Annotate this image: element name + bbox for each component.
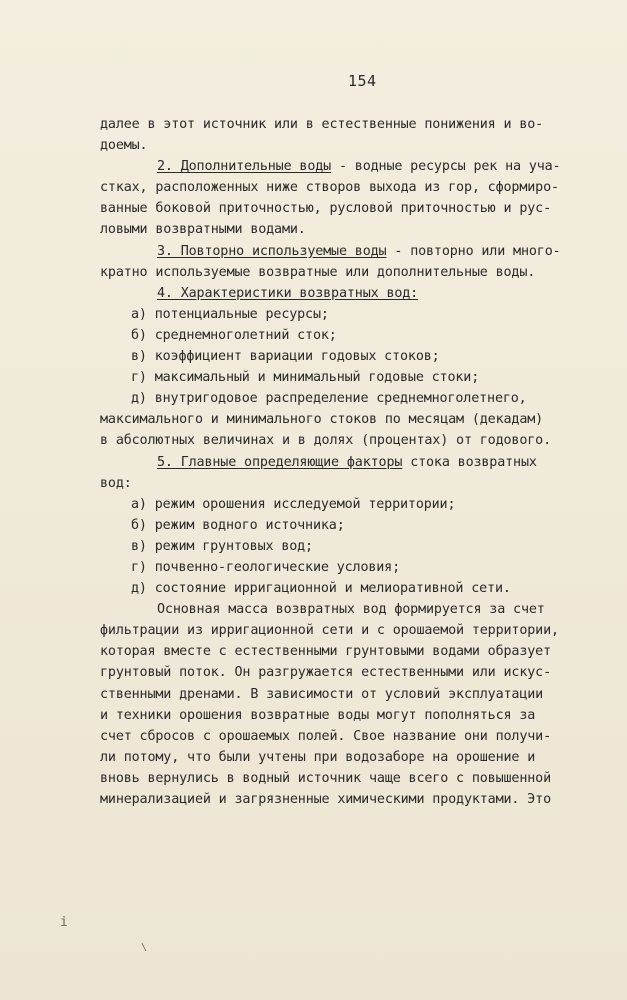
text-line	[0, 578, 627, 599]
text-run: вод:	[100, 475, 132, 491]
text-line	[0, 641, 627, 662]
text-line	[0, 684, 627, 705]
text-line	[0, 789, 627, 810]
text-run: которая вместе с естественными грунтовыми водами образует	[100, 644, 551, 660]
text-run: стках, расположенных ниже створов выхода из гор, сформиро-	[100, 180, 559, 196]
underlined-heading: 2. Дополнительные воды	[157, 159, 332, 175]
text-line	[0, 430, 627, 451]
text-run: ванные боковой приточностью, русловой приточностью и рус-	[100, 201, 551, 217]
text-run: в) режим грунтовых вод;	[131, 538, 313, 554]
text-run: фильтрации из ирригационной сети и с орошаемой территории,	[100, 623, 559, 639]
text-run: - водные ресурсы рек на уча-	[331, 159, 561, 175]
text-run: в) коэффициент вариации годовых стоков;	[131, 349, 440, 365]
text-line	[0, 114, 627, 135]
text-line	[0, 156, 627, 177]
text-line	[0, 557, 627, 578]
text-line	[0, 620, 627, 641]
text-line	[0, 346, 627, 367]
underlined-heading: 4. Характеристики возвратных вод:	[157, 285, 419, 301]
underlined-heading: 3. Повторно используемые воды	[157, 243, 387, 259]
underlined-heading: 5. Главные определяющие факторы	[157, 454, 403, 470]
text-run: б) среднемноголетний сток;	[131, 327, 337, 343]
text-line	[0, 367, 627, 388]
page-number: 154	[348, 72, 377, 90]
text-run: доемы.	[100, 138, 148, 154]
text-run: максимального и минимального стоков по месяцам (декадам)	[100, 412, 544, 428]
text-line	[0, 452, 627, 473]
body-text	[0, 114, 627, 810]
text-run: ловыми возвратными водами.	[100, 222, 306, 238]
text-run: вновь вернулись в водный источник чаще всего с повышенной	[100, 770, 551, 786]
text-line	[0, 177, 627, 198]
text-line	[0, 219, 627, 240]
text-run: далее в этот источник или в естественные понижения и во-	[100, 117, 544, 132]
text-run: стока возвратных	[402, 454, 537, 470]
text-line	[0, 662, 627, 683]
text-line	[0, 198, 627, 219]
text-run: ли потому, что были учтены при водозаборе на орошение и	[100, 749, 536, 765]
text-run: минерализацией и загрязненные химическими продуктами. Это	[100, 792, 551, 807]
text-line	[0, 599, 627, 620]
text-line	[0, 388, 627, 409]
margin-mark: \	[141, 942, 148, 953]
text-run: ственными дренами. В зависимости от условий эксплуатации	[100, 686, 544, 702]
text-line	[0, 325, 627, 346]
text-line	[0, 262, 627, 283]
text-run: а) потенциальные ресурсы;	[131, 306, 329, 322]
text-line	[0, 304, 627, 325]
text-line	[0, 494, 627, 515]
text-run: и техники орошения возвратные воды могут пополняться за	[100, 707, 536, 723]
text-run: в абсолютных величинах и в долях (процентах) от годового.	[100, 433, 551, 449]
text-line	[0, 705, 627, 726]
margin-mark: i	[60, 915, 68, 930]
text-run: д) состояние ирригационной и мелиоративной сети.	[131, 581, 511, 597]
text-run: г) максимальный и минимальный годовые стоки;	[131, 370, 480, 386]
text-run: б) режим водного источника;	[131, 517, 345, 533]
text-run: д) внутригодовое распределение среднемноголетнего,	[131, 391, 527, 407]
text-run: грунтовый поток. Он разгружается естественными или искус-	[100, 665, 551, 681]
text-line	[0, 473, 627, 494]
text-line	[0, 283, 627, 304]
text-line	[0, 726, 627, 747]
text-run: Основная масса возвратных вод формируется за счет	[157, 602, 545, 618]
text-run: а) режим орошения исследуемой территории;	[131, 496, 456, 512]
text-line	[0, 135, 627, 156]
text-run: счет сбросов с орошаемых полей. Свое название они получи-	[100, 728, 551, 744]
text-run: - повторно или много-	[386, 243, 561, 259]
text-line	[0, 768, 627, 789]
text-line	[0, 515, 627, 536]
text-line	[0, 241, 627, 262]
text-line	[0, 747, 627, 768]
text-run: г) почвенно-геологические условия;	[131, 559, 401, 575]
text-run: кратно используемые возвратные или дополнительные воды.	[100, 264, 536, 280]
text-line	[0, 536, 627, 557]
text-line	[0, 409, 627, 430]
